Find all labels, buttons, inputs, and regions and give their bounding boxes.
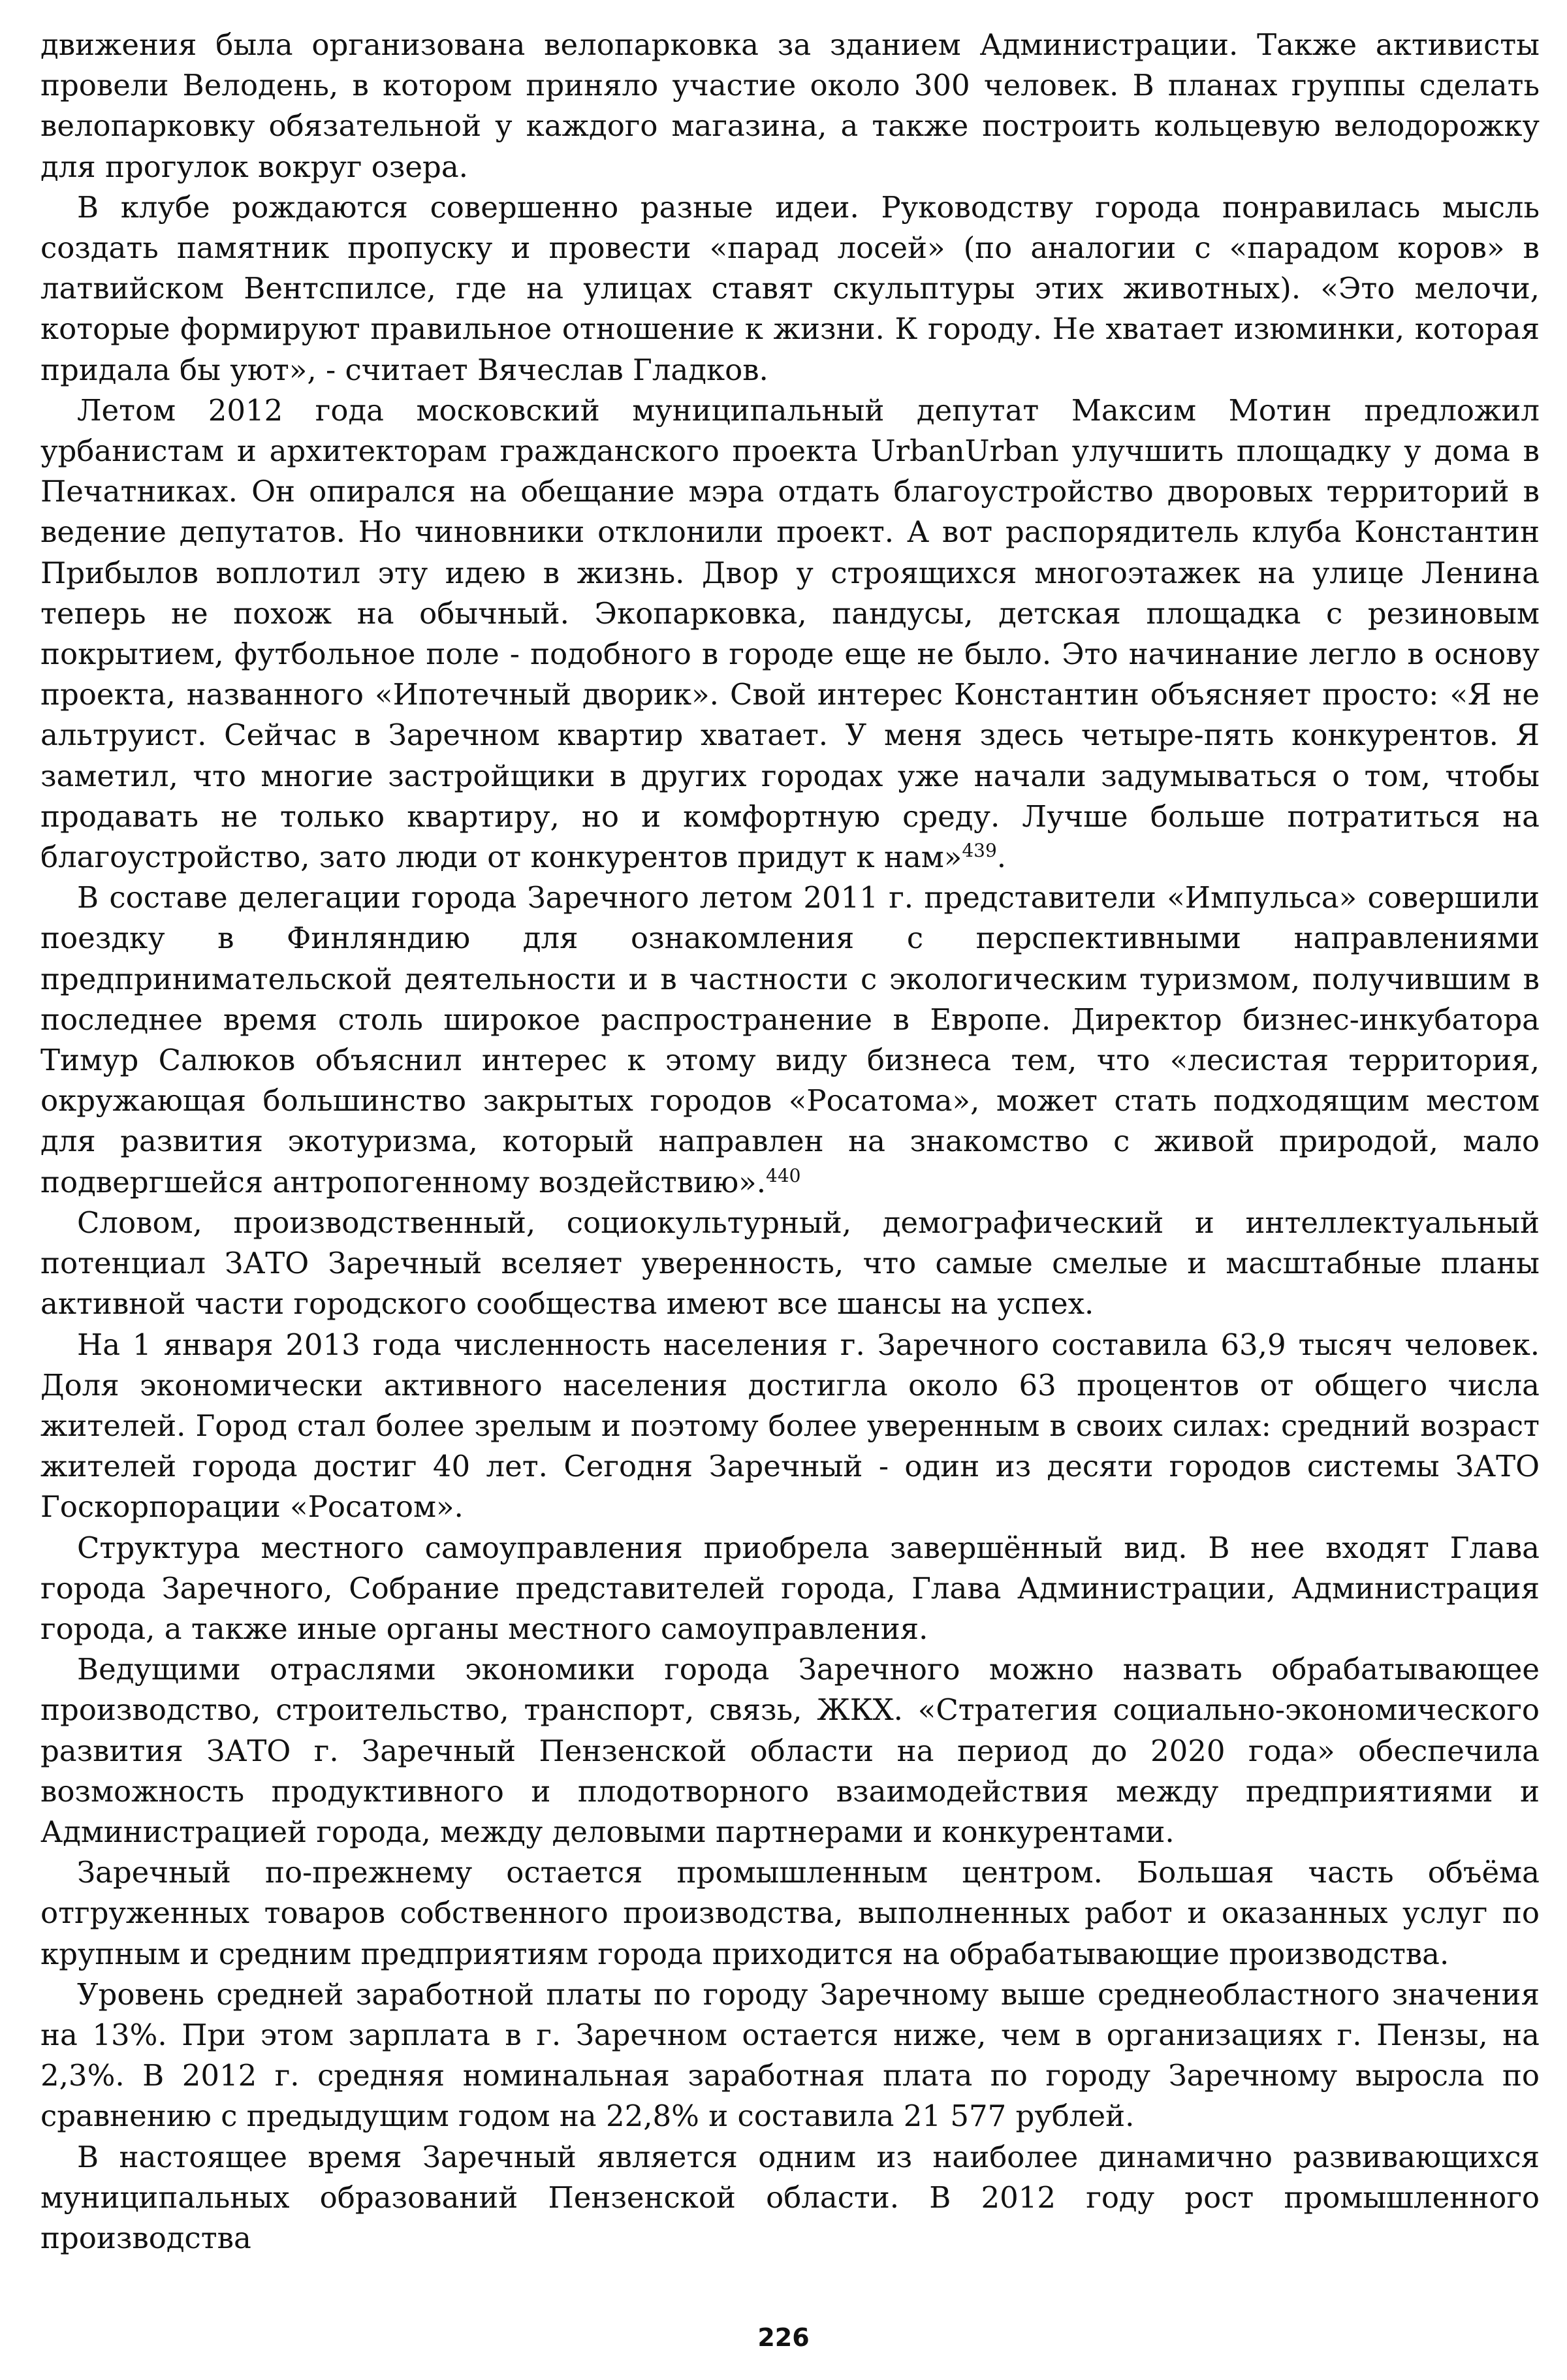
paragraph-8: Ведущими отраслями экономики города Заречного можно назвать обрабатывающее производство, строительство, транспорт, связь, ЖКХ. «Стратегия социально-экономического развития ЗАТО г. Заречный Пензенской области на период до 2020 года» обеспечила возможность продуктивного и плодотворного взаимодействия между предприятиями и Администрацией города, между деловыми партнерами и конкурентами. <box>40 1652 1540 1849</box>
footnote-ref-440[interactable]: 440 <box>766 1164 801 1186</box>
paragraph-6: На 1 января 2013 года численность населения г. Заречного составила 63,9 тысяч человек. Доля экономически активного населения достигла около 63 процентов от общего числа жителей. Город стал более зрелым и поэтому более уверенным в своих силах: средний возраст жителей города достиг 40 лет. Сегодня Заречный - один из десяти городов системы ЗАТО Госкорпорации «Росатом». <box>40 1327 1540 1525</box>
paragraph-11: В настоящее время Заречный является одним из наиболее динамично развивающихся муниципальных образований Пензенской области. В 2012 году рост промышленного производства <box>40 2139 1540 2255</box>
page-number: 226 <box>757 2323 810 2352</box>
body-text <box>40 25 1540 2259</box>
paragraph-2: В клубе рождаются совершенно разные идеи. Руководству города понравилась мысль создать памятник пропуску и провести «парад лосей» (по аналогии с «парадом коров» в латвийском Вентспилсе, где на улицах ставят скульптуры этих животных). «Это мелочи, которые формируют правильное отношение к жизни. К городу. Не хватает изюминки, которая придала бы уют», - считает Вячеслав Гладков. <box>40 189 1540 387</box>
paragraph-4: В составе делегации города Заречного летом 2011 г. представители «Импульса» совершили поездку в Финляндию для ознакомления с перспективными направлениями предпринимательской деятельности и в частности с экологическим туризмом, получившим в последнее время столь широкое распространение в Европе. Директор бизнес-инкубатора Тимур Салюков объяснил интерес к этому виду бизнеса тем, что «лесистая территория, окружающая большинство закрытых городов «Росатома», может стать подходящим местом для развития экотуризма, который направлен на знакомство с живой природой, мало подвергшейся антропогенному воздействию».$^{440}$ <box>40 880 1540 1199</box>
paragraph-3: Летом 2012 года московский муниципальный депутат Максим Мотин предложил урбанистам и архитекторам гражданского проекта UrbanUrban улучшить площадку у дома в Печатниках. Он опирался на обещание мэра отдать благоустройство дворовых территорий в ведение депутатов. Но чиновники отклонили проект. А вот распорядитель клуба Константин Прибылов воплотил эту идею в жизнь. Двор у строящихся многоэтажек на улице Ленина теперь не похож на обычный. Экопарковка, пандусы, детская площадка с резиновым покрытием, футбольное поле - подобного в городе еще не было. Это начинание легло в основу проекта, названного «Ипотечный дворик». Свой интерес Константин объясняет просто: «Я не альтруист. Сейчас в Заречном квартир хватает. У меня здесь четыре-пять конкурентов. Я заметил, что многие застройщики в других городах уже начали задумываться о том, чтобы продавать не только квартиру, но и комфортную среду. Лучше больше потратиться на благоустройство, зато люди от конкурентов придут к нам»$^{439}$. <box>40 392 1540 875</box>
paragraph-9: Заречный по-прежнему остается промышленным центром. Большая часть объёма отгруженных товаров собственного производства, выполненных работ и оказанных услуг по крупным и средним предприятиям города приходится на обрабатывающие производства. <box>40 1855 1540 1971</box>
footnote-ref-439[interactable]: 439 <box>962 840 997 862</box>
paragraph-5: Словом, производственный, социокультурный, демографический и интеллектуальный потенциал ЗАТО Заречный вселяет уверенность, что самые смелые и масштабные планы активной части городского сообщества имеют все шансы на успех. <box>40 1205 1540 1322</box>
paragraph-10: Уровень средней заработной платы по городу Заречному выше среднеобластного значения на 13%. При этом зарплата в г. Заречном остается ниже, чем в организациях г. Пензы, на 2,3%. В 2012 г. средняя номинальная заработная плата по городу Заречному выросла по сравнению с предыдущим годом на 22,8% и составила 21 577 рублей. <box>40 1976 1540 2134</box>
paragraph-7: Структура местного самоуправления приобрела завершённый вид. В нее входят Глава города Заречного, Собрание представителей города, Глава Администрации, Администрация города, а также иные органы местного самоуправления. <box>40 1530 1540 1646</box>
paragraph-1: движения была организована велопарковка за зданием Администрации. Также активисты провели Велодень, в котором приняло участие около 300 человек. В планах группы сделать велопарковку обязательной у каждого магазина, а также построить кольцевую велодорожку для прогулок вокруг озера. <box>40 27 1540 184</box>
